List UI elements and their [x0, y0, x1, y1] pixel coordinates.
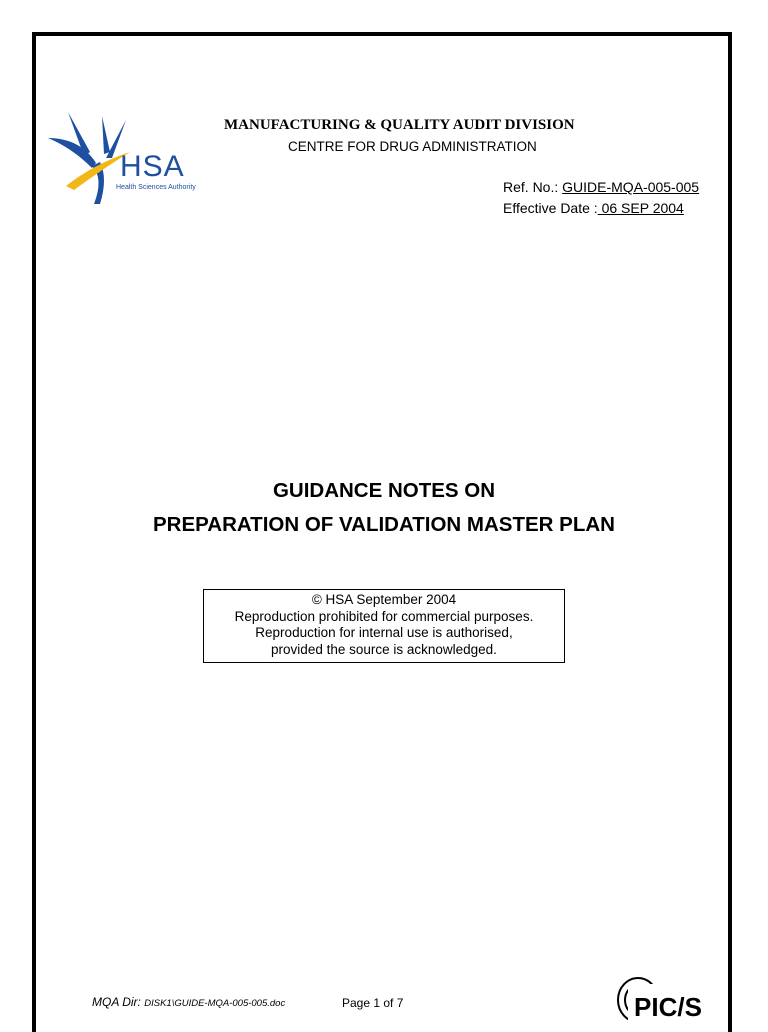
division-heading: MANUFACTURING & QUALITY AUDIT DIVISION [224, 117, 575, 133]
copyright-notice-box [203, 589, 565, 663]
pics-logo-icon [608, 964, 728, 1024]
document-title-line1: GUIDANCE NOTES ON [272, 479, 496, 502]
ref-number-line [503, 177, 699, 198]
date-value: 06 SEP 2004 [597, 200, 684, 216]
reference-block [503, 177, 699, 219]
notice-line-3: Reproduction for internal use is authorised, [255, 625, 513, 640]
copyright-line: © HSA September 2004 [311, 592, 457, 607]
ref-value: GUIDE-MQA-005-005 [562, 179, 700, 195]
notice-line-4: provided the source is acknowledged. [271, 641, 497, 657]
notice-line-2: Reproduction prohibited for commercial purposes. [234, 608, 534, 624]
footer-directory [92, 995, 285, 1009]
ref-label: Ref. No.: [503, 179, 559, 195]
centre-heading: CENTRE FOR DRUG ADMINISTRATION [288, 139, 537, 154]
effective-date-line [503, 198, 699, 219]
footer-page-number: Page 1 of 7 [342, 996, 404, 1010]
document-title-line2: PREPARATION OF VALIDATION MASTER PLAN [152, 513, 615, 536]
hsa-logo-subtitle: Health Sciences Authority [116, 184, 196, 191]
date-label: Effective Date : [503, 200, 598, 216]
footer-dir-path: DISK1\GUIDE-MQA-005-005.doc [144, 998, 286, 1009]
pics-logo-text: PIC/S [634, 992, 702, 1022]
hsa-logo-text: HSA [120, 150, 185, 183]
footer-dir-label: MQA Dir: [92, 995, 141, 1009]
